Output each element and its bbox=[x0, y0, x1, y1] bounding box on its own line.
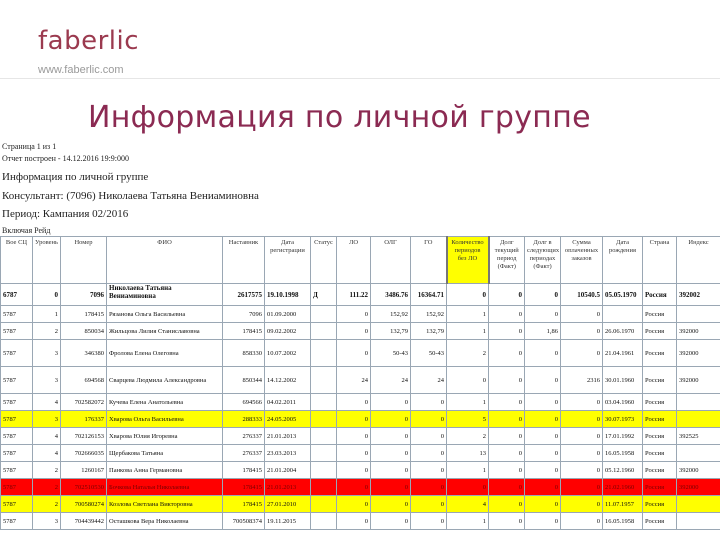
table-cell: 392000 bbox=[677, 462, 720, 479]
table-cell: 178415 bbox=[223, 323, 265, 340]
table-cell: 0 bbox=[337, 428, 371, 445]
table-cell: 178415 bbox=[223, 479, 265, 496]
table-cell: 1 bbox=[447, 513, 489, 530]
table-header-row bbox=[1, 237, 720, 284]
table-cell: 05.12.1960 bbox=[603, 462, 643, 479]
table-cell: 0 bbox=[411, 462, 447, 479]
table-cell: 392000 bbox=[677, 479, 720, 496]
table-cell: 0 bbox=[525, 306, 561, 323]
table-cell: 0 bbox=[337, 340, 371, 367]
report-screenshot bbox=[0, 134, 720, 540]
table-cell: 0 bbox=[525, 284, 561, 306]
table-cell: 850034 bbox=[61, 323, 107, 340]
table-cell bbox=[677, 513, 720, 530]
table-cell: 3 bbox=[33, 513, 61, 530]
table-cell: 0 bbox=[561, 479, 603, 496]
table-cell: 0 bbox=[525, 394, 561, 411]
table-cell: 702126153 bbox=[61, 428, 107, 445]
table-cell: Д bbox=[311, 284, 337, 306]
table-cell: 0 bbox=[371, 428, 411, 445]
column-header: Дата рождения bbox=[603, 237, 643, 284]
column-header: Индекс bbox=[677, 237, 720, 284]
table-cell: 0 bbox=[525, 513, 561, 530]
table-cell: Щербакова Татьяна bbox=[107, 445, 223, 462]
table-cell: 0 bbox=[411, 445, 447, 462]
table-cell: 0 bbox=[489, 394, 525, 411]
report-consultant: Консультант: (7096) Николаева Татьяна Вениаминовна bbox=[2, 190, 259, 202]
table-cell: 4 bbox=[33, 428, 61, 445]
table-cell: 0 bbox=[489, 496, 525, 513]
table-cell: Козлова Светлана Викторовна bbox=[107, 496, 223, 513]
table-cell: Россия bbox=[643, 340, 677, 367]
table-cell: 0 bbox=[337, 394, 371, 411]
table-cell: 21.04.1961 bbox=[603, 340, 643, 367]
table-cell: 152,92 bbox=[371, 306, 411, 323]
table-row bbox=[1, 323, 720, 340]
table-cell: 4 bbox=[33, 394, 61, 411]
table-cell: Россия bbox=[643, 445, 677, 462]
table-cell: 0 bbox=[371, 479, 411, 496]
table-row bbox=[1, 367, 720, 394]
table-cell: Кучева Елена Анатольевна bbox=[107, 394, 223, 411]
table-cell: 21.01.2013 bbox=[265, 428, 311, 445]
table-row bbox=[1, 513, 720, 530]
table-cell: 0 bbox=[561, 462, 603, 479]
table-cell: 0 bbox=[337, 323, 371, 340]
table-cell: 276337 bbox=[223, 428, 265, 445]
table-cell: 5787 bbox=[1, 462, 33, 479]
table-row bbox=[1, 394, 720, 411]
column-header: Долг в следующих периодах (Факт) bbox=[525, 237, 561, 284]
table-cell: 0 bbox=[489, 284, 525, 306]
table-cell: 2 bbox=[33, 323, 61, 340]
table-cell: 09.02.2002 bbox=[265, 323, 311, 340]
table-cell: 0 bbox=[411, 496, 447, 513]
table-cell: 30.07.1973 bbox=[603, 411, 643, 428]
table-cell bbox=[311, 428, 337, 445]
table-cell: 1,86 bbox=[525, 323, 561, 340]
table-cell: 21.02.1960 bbox=[603, 479, 643, 496]
table-cell: 21.01.2004 bbox=[265, 462, 311, 479]
table-cell: 288333 bbox=[223, 411, 265, 428]
table-cell: 0 bbox=[337, 479, 371, 496]
table-cell: 0 bbox=[489, 411, 525, 428]
group-table bbox=[0, 236, 720, 530]
table-cell: 700580274 bbox=[61, 496, 107, 513]
table-cell: Хварова Ольга Васильевна bbox=[107, 411, 223, 428]
column-header: Страна bbox=[643, 237, 677, 284]
table-cell: Осташкова Вера Николаевна bbox=[107, 513, 223, 530]
table-cell: 5787 bbox=[1, 411, 33, 428]
table-cell: Николаева Татьяна Вениаминовна bbox=[107, 284, 223, 306]
table-cell: 05.05.1970 bbox=[603, 284, 643, 306]
table-cell: 0 bbox=[561, 513, 603, 530]
table-cell: 23.03.2013 bbox=[265, 445, 311, 462]
table-cell: 0 bbox=[489, 340, 525, 367]
table-cell bbox=[677, 445, 720, 462]
table-cell: 392000 bbox=[677, 340, 720, 367]
table-cell bbox=[311, 496, 337, 513]
table-cell: 5787 bbox=[1, 394, 33, 411]
table-row bbox=[1, 496, 720, 513]
brand-logo: faberlic bbox=[38, 26, 140, 56]
table-cell bbox=[311, 340, 337, 367]
table-cell: 0 bbox=[371, 445, 411, 462]
table-row bbox=[1, 411, 720, 428]
table-cell: 1 bbox=[447, 394, 489, 411]
table-cell: 2 bbox=[447, 340, 489, 367]
table-cell: 0 bbox=[411, 394, 447, 411]
table-cell: Россия bbox=[643, 496, 677, 513]
table-cell: 0 bbox=[371, 462, 411, 479]
table-cell: 111.22 bbox=[337, 284, 371, 306]
table-cell: Россия bbox=[643, 428, 677, 445]
table-cell: 0 bbox=[525, 411, 561, 428]
table-cell: 0 bbox=[337, 411, 371, 428]
table-cell: 0 bbox=[447, 367, 489, 394]
table-cell: 178415 bbox=[223, 496, 265, 513]
column-header: ГО bbox=[411, 237, 447, 284]
table-cell: 3 bbox=[33, 367, 61, 394]
column-header: Наставник bbox=[223, 237, 265, 284]
table-cell: 0 bbox=[411, 428, 447, 445]
table-cell: Панкова Анна Германовна bbox=[107, 462, 223, 479]
column-header: Дата регистрации bbox=[265, 237, 311, 284]
table-cell: 24 bbox=[337, 367, 371, 394]
table-cell: 132,79 bbox=[371, 323, 411, 340]
table-cell: 0 bbox=[561, 323, 603, 340]
table-cell: Россия bbox=[643, 367, 677, 394]
table-cell: Россия bbox=[643, 462, 677, 479]
table-cell: 16.05.1958 bbox=[603, 445, 643, 462]
table-cell: 0 bbox=[525, 445, 561, 462]
table-cell: 0 bbox=[525, 367, 561, 394]
table-cell: Россия bbox=[643, 306, 677, 323]
table-cell bbox=[677, 496, 720, 513]
table-row bbox=[1, 340, 720, 367]
column-header: ОЛГ bbox=[371, 237, 411, 284]
table-cell: Сварцева Людмила Александровна bbox=[107, 367, 223, 394]
table-cell: 10.07.2002 bbox=[265, 340, 311, 367]
table-cell: 704439442 bbox=[61, 513, 107, 530]
table-cell: 5787 bbox=[1, 340, 33, 367]
table-cell bbox=[311, 513, 337, 530]
table-row bbox=[1, 428, 720, 445]
table-cell: 0 bbox=[337, 496, 371, 513]
table-cell: 0 bbox=[447, 479, 489, 496]
table-cell: 5787 bbox=[1, 428, 33, 445]
column-header: Уровень bbox=[33, 237, 61, 284]
table-cell: 0 bbox=[561, 340, 603, 367]
table-cell: 30.01.1960 bbox=[603, 367, 643, 394]
table-cell: 346380 bbox=[61, 340, 107, 367]
table-cell: 4 bbox=[447, 496, 489, 513]
table-cell: 5787 bbox=[1, 323, 33, 340]
table-cell: 392525 bbox=[677, 428, 720, 445]
table-cell: 5787 bbox=[1, 496, 33, 513]
column-header: Долг текущий период (Факт) bbox=[489, 237, 525, 284]
table-cell: 7096 bbox=[223, 306, 265, 323]
table-cell: 0 bbox=[371, 394, 411, 411]
table-cell bbox=[311, 411, 337, 428]
table-cell: 1 bbox=[33, 306, 61, 323]
table-cell: 702582072 bbox=[61, 394, 107, 411]
table-cell: 0 bbox=[489, 323, 525, 340]
column-header: Сумма оплаченных заказов bbox=[561, 237, 603, 284]
table-cell: 0 bbox=[489, 306, 525, 323]
table-cell: 0 bbox=[371, 411, 411, 428]
column-header: Количество периодов без ЛО bbox=[447, 237, 489, 284]
table-cell: 0 bbox=[337, 445, 371, 462]
table-cell: 178415 bbox=[61, 306, 107, 323]
table-cell: 16.05.1958 bbox=[603, 513, 643, 530]
column-header: Номер bbox=[61, 237, 107, 284]
table-cell: 3486.76 bbox=[371, 284, 411, 306]
column-header: Статус bbox=[311, 237, 337, 284]
column-header: Вое СЦ bbox=[1, 237, 33, 284]
header-divider bbox=[0, 78, 720, 79]
table-cell: 13 bbox=[447, 445, 489, 462]
table-cell: 11.07.1957 bbox=[603, 496, 643, 513]
table-row bbox=[1, 284, 720, 306]
table-cell: 5 bbox=[447, 411, 489, 428]
table-cell: Жильцова Лилия Станиславовна bbox=[107, 323, 223, 340]
table-cell: 276337 bbox=[223, 445, 265, 462]
column-header: ЛО bbox=[337, 237, 371, 284]
table-cell: 01.09.2000 bbox=[265, 306, 311, 323]
table-cell: Россия bbox=[643, 513, 677, 530]
table-cell: 0 bbox=[561, 306, 603, 323]
table-cell: 2 bbox=[33, 496, 61, 513]
table-cell: 694566 bbox=[223, 394, 265, 411]
table-cell: 26.06.1970 bbox=[603, 323, 643, 340]
table-cell: 0 bbox=[411, 513, 447, 530]
table-cell: 0 bbox=[411, 479, 447, 496]
table-cell: 152,92 bbox=[411, 306, 447, 323]
table-cell: 0 bbox=[525, 428, 561, 445]
table-cell: 5787 bbox=[1, 479, 33, 496]
table-cell: 14.12.2002 bbox=[265, 367, 311, 394]
table-cell: 0 bbox=[525, 496, 561, 513]
table-cell: 392000 bbox=[677, 367, 720, 394]
table-cell: 0 bbox=[525, 479, 561, 496]
table-cell: 176337 bbox=[61, 411, 107, 428]
table-cell: 0 bbox=[489, 479, 525, 496]
table-cell: 0 bbox=[411, 411, 447, 428]
table-cell: 3 bbox=[33, 340, 61, 367]
table-cell: 1 bbox=[447, 323, 489, 340]
table-cell: 1260167 bbox=[61, 462, 107, 479]
table-cell: 5787 bbox=[1, 513, 33, 530]
table-cell bbox=[311, 306, 337, 323]
table-cell: 700508374 bbox=[223, 513, 265, 530]
table-row bbox=[1, 479, 720, 496]
table-cell: Россия bbox=[643, 479, 677, 496]
table-cell: 0 bbox=[561, 496, 603, 513]
slide-title: Информация по личной группе bbox=[88, 100, 591, 135]
table-cell: 0 bbox=[489, 513, 525, 530]
table-row bbox=[1, 445, 720, 462]
table-cell: 0 bbox=[561, 445, 603, 462]
table-cell: Хварова Юлия Игоревна bbox=[107, 428, 223, 445]
table-cell: 21.01.2013 bbox=[265, 479, 311, 496]
table-cell: 5787 bbox=[1, 367, 33, 394]
table-cell: Россия bbox=[643, 394, 677, 411]
table-cell: 0 bbox=[489, 428, 525, 445]
table-cell bbox=[311, 394, 337, 411]
table-cell: 0 bbox=[489, 367, 525, 394]
report-period: Период: Кампания 02/2016 bbox=[2, 208, 129, 220]
table-cell: 0 bbox=[561, 411, 603, 428]
table-cell: 0 bbox=[447, 284, 489, 306]
table-cell: 19.11.2015 bbox=[265, 513, 311, 530]
table-cell: 0 bbox=[525, 340, 561, 367]
table-cell: 03.04.1960 bbox=[603, 394, 643, 411]
table-cell: 4 bbox=[33, 445, 61, 462]
table-cell: 132,79 bbox=[411, 323, 447, 340]
table-cell bbox=[311, 367, 337, 394]
table-cell: 0 bbox=[525, 462, 561, 479]
column-header: ФИО bbox=[107, 237, 223, 284]
table-cell: 50-43 bbox=[411, 340, 447, 367]
table-cell: 1 bbox=[447, 306, 489, 323]
table-cell: 0 bbox=[371, 513, 411, 530]
table-cell: 0 bbox=[489, 445, 525, 462]
table-cell: 16364.71 bbox=[411, 284, 447, 306]
table-cell: 27.01.2010 bbox=[265, 496, 311, 513]
table-cell: 702510530 bbox=[61, 479, 107, 496]
table-cell: Россия bbox=[643, 323, 677, 340]
table-cell bbox=[311, 479, 337, 496]
table-cell: 17.01.1992 bbox=[603, 428, 643, 445]
table-cell bbox=[677, 411, 720, 428]
table-cell: 24 bbox=[411, 367, 447, 394]
table-cell: Россия bbox=[643, 411, 677, 428]
table-body bbox=[1, 284, 720, 530]
table-cell: 2316 bbox=[561, 367, 603, 394]
table-cell bbox=[677, 394, 720, 411]
table-cell: 392002 bbox=[677, 284, 720, 306]
table-cell: 1 bbox=[447, 462, 489, 479]
table-cell bbox=[311, 323, 337, 340]
brand-site: www.faberlic.com bbox=[38, 64, 124, 76]
table-cell: 3 bbox=[33, 411, 61, 428]
report-title: Информация по личной группе bbox=[2, 171, 149, 183]
table-cell: 0 bbox=[337, 513, 371, 530]
table-cell: 858330 bbox=[223, 340, 265, 367]
table-cell: 850344 bbox=[223, 367, 265, 394]
report-page-number: Страница 1 из 1 bbox=[2, 142, 57, 151]
table-cell: 5787 bbox=[1, 445, 33, 462]
table-row bbox=[1, 306, 720, 323]
table-cell: 24.05.2005 bbox=[265, 411, 311, 428]
table-cell: 04.02.2011 bbox=[265, 394, 311, 411]
table-cell: 0 bbox=[337, 306, 371, 323]
table-cell: 0 bbox=[33, 284, 61, 306]
report-extra: Включая Рейд bbox=[2, 226, 51, 235]
table-cell: Фролова Елена Олеговна bbox=[107, 340, 223, 367]
table-cell: 10540.5 bbox=[561, 284, 603, 306]
table-cell: 2 bbox=[447, 428, 489, 445]
table-cell: 24 bbox=[371, 367, 411, 394]
table-cell bbox=[311, 445, 337, 462]
table-cell: 0 bbox=[371, 496, 411, 513]
table-cell: 178415 bbox=[223, 462, 265, 479]
table-cell: 19.10.1998 bbox=[265, 284, 311, 306]
table-cell bbox=[677, 306, 720, 323]
table-cell: 392000 bbox=[677, 323, 720, 340]
table-cell: 50-43 bbox=[371, 340, 411, 367]
table-cell: 5787 bbox=[1, 306, 33, 323]
report-built-date: Отчет построен - 14.12.2016 19:9:000 bbox=[2, 154, 130, 163]
table-cell: 694568 bbox=[61, 367, 107, 394]
table-cell bbox=[603, 306, 643, 323]
table-cell: 2 bbox=[33, 479, 61, 496]
table-cell: 2617575 bbox=[223, 284, 265, 306]
table-cell: 2 bbox=[33, 462, 61, 479]
table-cell bbox=[311, 462, 337, 479]
table-row bbox=[1, 462, 720, 479]
table-cell: 0 bbox=[561, 394, 603, 411]
table-cell: 702666035 bbox=[61, 445, 107, 462]
table-cell: 0 bbox=[337, 462, 371, 479]
table-cell: Бочкова Наталья Николаевна bbox=[107, 479, 223, 496]
table-cell: 0 bbox=[489, 462, 525, 479]
table-cell: 6787 bbox=[1, 284, 33, 306]
table-cell: 7096 bbox=[61, 284, 107, 306]
table-cell: 0 bbox=[561, 428, 603, 445]
table-cell: Рязанова Ольга Васильевна bbox=[107, 306, 223, 323]
table-cell: Россия bbox=[643, 284, 677, 306]
